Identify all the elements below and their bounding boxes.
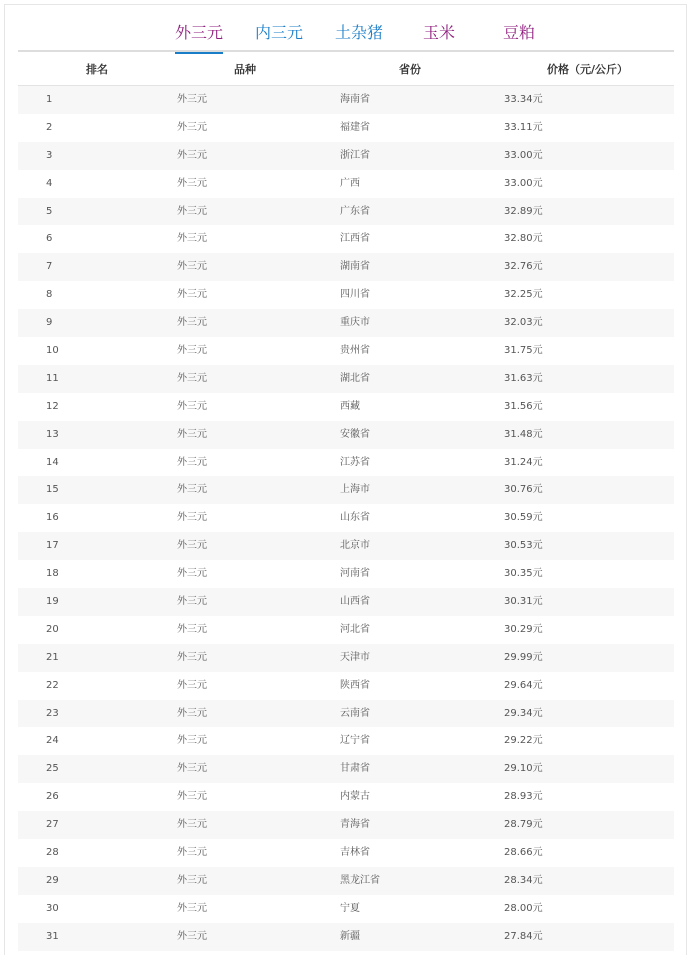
rank-cell: 20 <box>46 623 59 635</box>
price-cell: 31.75元 <box>504 345 543 357</box>
variety-cell: 外三元 <box>177 345 207 357</box>
variety-cell: 外三元 <box>177 400 207 412</box>
header-variety[interactable]: 品种 <box>234 63 256 76</box>
province-cell: 内蒙古 <box>340 791 370 803</box>
table-row <box>18 86 674 114</box>
variety-cell: 外三元 <box>177 847 207 859</box>
province-cell: 山西省 <box>340 596 370 608</box>
province-cell: 天津市 <box>340 651 370 663</box>
variety-cell: 外三元 <box>177 372 207 384</box>
rank-cell: 8 <box>46 289 53 301</box>
tab-tu-za-zhu[interactable]: 土杂猪 <box>335 23 384 42</box>
variety-cell: 外三元 <box>177 623 207 635</box>
table-row <box>18 476 674 504</box>
variety-cell: 外三元 <box>177 707 207 719</box>
table-row <box>18 560 674 588</box>
price-cell: 29.22元 <box>504 735 543 747</box>
province-cell: 江西省 <box>340 233 370 245</box>
rank-cell: 29 <box>46 874 59 886</box>
table-row <box>18 616 674 644</box>
price-cell: 32.25元 <box>504 289 543 301</box>
price-table-body <box>18 86 674 951</box>
table-row <box>18 225 674 253</box>
province-cell: 河南省 <box>340 568 370 580</box>
variety-cell: 外三元 <box>177 735 207 747</box>
province-cell: 江苏省 <box>340 456 370 468</box>
header-province[interactable]: 省份 <box>399 63 421 76</box>
province-cell: 湖北省 <box>340 372 370 384</box>
price-cell: 31.63元 <box>504 372 543 384</box>
province-cell: 甘肃省 <box>340 763 370 775</box>
variety-cell: 外三元 <box>177 121 207 133</box>
province-cell: 黑龙江省 <box>340 874 380 886</box>
price-cell: 29.64元 <box>504 679 543 691</box>
price-cell: 32.03元 <box>504 317 543 329</box>
province-cell: 浙江省 <box>340 149 370 161</box>
rank-cell: 5 <box>46 205 53 217</box>
variety-cell: 外三元 <box>177 484 207 496</box>
table-row <box>18 867 674 895</box>
price-cell: 30.76元 <box>504 484 543 496</box>
province-cell: 河北省 <box>340 623 370 635</box>
variety-cell: 外三元 <box>177 233 207 245</box>
rank-cell: 30 <box>46 902 59 914</box>
table-row <box>18 281 674 309</box>
variety-cell: 外三元 <box>177 791 207 803</box>
table-row <box>18 365 674 393</box>
rank-cell: 7 <box>46 261 53 273</box>
province-cell: 上海市 <box>340 484 370 496</box>
table-row <box>18 253 674 281</box>
variety-cell: 外三元 <box>177 763 207 775</box>
price-cell: 31.56元 <box>504 400 543 412</box>
price-cell: 32.80元 <box>504 233 543 245</box>
variety-cell: 外三元 <box>177 456 207 468</box>
table-row <box>18 504 674 532</box>
price-cell: 28.93元 <box>504 791 543 803</box>
tab-wai-san-yuan[interactable]: 外三元 <box>175 22 223 54</box>
rank-cell: 24 <box>46 735 59 747</box>
rank-cell: 31 <box>46 930 59 942</box>
province-cell: 湖南省 <box>340 261 370 273</box>
province-cell: 重庆市 <box>340 317 370 329</box>
tab-soybean-meal[interactable]: 豆粕 <box>503 23 536 42</box>
rank-cell: 27 <box>46 819 59 831</box>
table-row <box>18 923 674 951</box>
rank-cell: 25 <box>46 763 59 775</box>
table-row <box>18 644 674 672</box>
variety-cell: 外三元 <box>177 651 207 663</box>
price-cell: 28.66元 <box>504 847 543 859</box>
variety-cell: 外三元 <box>177 902 207 914</box>
table-row <box>18 895 674 923</box>
rank-cell: 17 <box>46 540 59 552</box>
table-row <box>18 421 674 449</box>
price-cell: 27.84元 <box>504 930 543 942</box>
province-cell: 吉林省 <box>340 847 370 859</box>
province-cell: 云南省 <box>340 707 370 719</box>
price-cell: 32.76元 <box>504 261 543 273</box>
province-cell: 福建省 <box>340 121 370 133</box>
table-row <box>18 449 674 477</box>
table-row <box>18 198 674 226</box>
rank-cell: 1 <box>46 94 53 105</box>
table-row <box>18 588 674 616</box>
table-row <box>18 700 674 728</box>
variety-cell: 外三元 <box>177 819 207 831</box>
table-row <box>18 532 674 560</box>
variety-cell: 外三元 <box>177 874 207 886</box>
table-row <box>18 727 674 755</box>
header-rank[interactable]: 排名 <box>86 63 108 76</box>
province-cell: 海南省 <box>340 94 370 105</box>
tab-corn[interactable]: 玉米 <box>423 23 456 42</box>
province-cell: 新疆 <box>340 930 360 942</box>
province-cell: 四川省 <box>340 289 370 301</box>
price-cell: 32.89元 <box>504 205 543 217</box>
variety-cell: 外三元 <box>177 568 207 580</box>
rank-cell: 22 <box>46 679 59 691</box>
table-row <box>18 755 674 783</box>
variety-cell: 外三元 <box>177 149 207 161</box>
variety-cell: 外三元 <box>177 428 207 440</box>
variety-cell: 外三元 <box>177 679 207 691</box>
price-cell: 29.34元 <box>504 707 543 719</box>
header-price[interactable]: 价格（元/公斤） <box>547 63 629 76</box>
table-row <box>18 811 674 839</box>
province-cell: 安徽省 <box>340 428 370 440</box>
province-cell: 辽宁省 <box>340 735 370 747</box>
price-cell: 33.11元 <box>504 121 543 133</box>
price-cell: 30.53元 <box>504 540 543 552</box>
table-row <box>18 142 674 170</box>
price-cell: 28.34元 <box>504 874 543 886</box>
variety-cell: 外三元 <box>177 540 207 552</box>
table-row <box>18 672 674 700</box>
price-cell: 33.00元 <box>504 149 543 161</box>
rank-cell: 26 <box>46 791 59 803</box>
rank-cell: 18 <box>46 568 59 580</box>
rank-cell: 28 <box>46 847 59 859</box>
price-cell: 30.29元 <box>504 623 543 635</box>
price-cell: 30.31元 <box>504 596 543 608</box>
price-cell: 30.35元 <box>504 568 543 580</box>
province-cell: 陕西省 <box>340 679 370 691</box>
province-cell: 广东省 <box>340 205 370 217</box>
price-cell: 33.34元 <box>504 94 543 105</box>
rank-cell: 16 <box>46 512 59 524</box>
variety-cell: 外三元 <box>177 512 207 524</box>
variety-cell: 外三元 <box>177 317 207 329</box>
rank-cell: 23 <box>46 707 59 719</box>
table-row <box>18 337 674 365</box>
rank-cell: 6 <box>46 233 53 245</box>
rank-cell: 14 <box>46 456 59 468</box>
variety-cell: 外三元 <box>177 177 207 189</box>
table-row <box>18 393 674 421</box>
variety-cell: 外三元 <box>177 289 207 301</box>
variety-cell: 外三元 <box>177 596 207 608</box>
price-cell: 31.24元 <box>504 456 543 468</box>
table-row <box>18 309 674 337</box>
table-row <box>18 170 674 198</box>
rank-cell: 19 <box>46 596 59 608</box>
table-row <box>18 114 674 142</box>
price-cell: 31.48元 <box>504 428 543 440</box>
rank-cell: 4 <box>46 177 53 189</box>
rank-cell: 11 <box>46 372 59 384</box>
province-cell: 山东省 <box>340 512 370 524</box>
price-cell: 29.99元 <box>504 651 543 663</box>
province-cell: 北京市 <box>340 540 370 552</box>
province-cell: 贵州省 <box>340 345 370 357</box>
variety-cell: 外三元 <box>177 261 207 273</box>
variety-cell: 外三元 <box>177 94 207 105</box>
province-cell: 广西 <box>340 177 360 189</box>
rank-cell: 13 <box>46 428 59 440</box>
rank-cell: 2 <box>46 121 53 133</box>
table-header <box>18 52 674 86</box>
price-cell: 30.59元 <box>504 512 543 524</box>
price-cell: 28.00元 <box>504 902 543 914</box>
variety-cell: 外三元 <box>177 205 207 217</box>
price-cell: 28.79元 <box>504 819 543 831</box>
rank-cell: 9 <box>46 317 53 329</box>
rank-cell: 15 <box>46 484 59 496</box>
table-row <box>18 839 674 867</box>
price-cell: 29.10元 <box>504 763 543 775</box>
rank-cell: 10 <box>46 345 59 357</box>
rank-cell: 3 <box>46 149 53 161</box>
rank-cell: 12 <box>46 400 59 412</box>
rank-cell: 21 <box>46 651 59 663</box>
province-cell: 青海省 <box>340 819 370 831</box>
tab-nei-san-yuan[interactable]: 内三元 <box>255 23 304 42</box>
province-cell: 西藏 <box>340 400 360 412</box>
variety-cell: 外三元 <box>177 930 207 942</box>
price-cell: 33.00元 <box>504 177 543 189</box>
table-row <box>18 783 674 811</box>
category-tabs <box>18 18 674 52</box>
province-cell: 宁夏 <box>340 902 360 914</box>
